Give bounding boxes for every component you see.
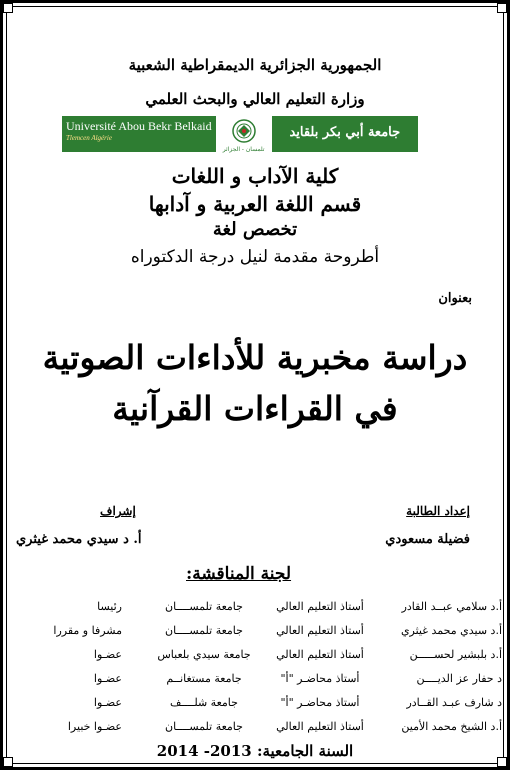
- supervisor-name: أ. د سيدي محمد غيثري: [16, 532, 142, 547]
- member-name: أ.د بلبشير لحســـــن: [409, 648, 502, 661]
- member-university: جامعة مستغانــم: [166, 672, 242, 685]
- member-university: جامعة تلمســــان: [165, 720, 243, 733]
- thesis-title-line2: في القراءات القرآنية: [112, 389, 398, 428]
- member-rank: أستاذ التعليم العالي: [276, 720, 364, 733]
- specialty: تخصص لغة: [212, 219, 298, 240]
- committee-heading: لجنة المناقشة:: [186, 564, 292, 584]
- member-university: جامعة تلمســــان: [165, 600, 243, 613]
- member-name: أ.د الشيخ محمد الأمين: [401, 720, 502, 733]
- university-city-fr: Tlemcen Algérie: [66, 134, 112, 142]
- student-name: فضيلة مسعودي: [385, 532, 470, 547]
- committee-member-row: [10, 694, 502, 718]
- thesis-type: أطروحة مقدمة لنيل درجة الدكتوراه: [130, 247, 380, 267]
- member-rank: أستاذ التعليم العالي: [276, 648, 364, 661]
- member-rank: أستاذ محاضـر "أ": [280, 672, 360, 685]
- thesis-title-line1: دراسة مخبرية للأداءات الصوتية: [42, 338, 468, 377]
- faculty-name: كلية الآداب و اللغات: [171, 164, 339, 188]
- member-role: عضـوا خبيرا: [67, 720, 122, 733]
- member-role: رئيسا: [97, 600, 122, 613]
- member-rank: أستاذ التعليم العالي: [276, 600, 364, 613]
- member-name: د حفار عز الديــــن: [416, 672, 502, 685]
- logo-caption: تلمسان - الجزائر: [222, 145, 265, 153]
- ministry-heading: وزارة التعليم العالي والبحث العلمي: [145, 90, 365, 108]
- university-name-fr: Université Abou Bekr Belkaid: [66, 119, 212, 133]
- supervision-label: إشراف: [100, 504, 136, 518]
- member-name: د شارف عبـد القــادر: [406, 696, 502, 709]
- banner-french: [62, 116, 216, 152]
- prepared-by-label: إعداد الطالبة: [406, 504, 470, 518]
- corner-ornament: [497, 3, 507, 13]
- member-rank: أستاذ محاضـر "أ": [280, 696, 360, 709]
- committee-member-row: [10, 718, 502, 742]
- titled-label: بعنوان: [438, 291, 472, 306]
- committee-members: [10, 598, 502, 742]
- member-name: أ.د سلامي عبــد القادر: [401, 600, 502, 613]
- department-name: قسم اللغة العربية و آدابها: [148, 192, 362, 216]
- university-name-ar: جامعة أبي بكر بلقايد: [272, 116, 418, 152]
- committee-member-row: [10, 598, 502, 622]
- member-role: مشرفا و مقررا: [53, 624, 122, 637]
- university-logo: [216, 116, 272, 152]
- corner-ornament: [3, 3, 13, 13]
- academic-year: السنة الجامعية: 2013- 2014: [156, 742, 354, 760]
- member-rank: أستاذ التعليم العالي: [276, 624, 364, 637]
- committee-member-row: [10, 622, 502, 646]
- republic-heading: الجمهورية الجزائرية الديمقراطية الشعبية: [128, 56, 382, 74]
- committee-member-row: [10, 670, 502, 694]
- committee-member-row: [10, 646, 502, 670]
- member-role: عضـوا: [93, 648, 122, 661]
- member-university: جامعة شلــــف: [170, 696, 238, 709]
- member-university: جامعة تلمســــان: [165, 624, 243, 637]
- member-university: جامعة سيدي بلعباس: [157, 648, 251, 661]
- university-banner: [62, 116, 418, 152]
- member-role: عضـوا: [93, 696, 122, 709]
- member-name: أ.د سيدي محمد غيثري: [400, 624, 502, 637]
- member-role: عضـوا: [93, 672, 122, 685]
